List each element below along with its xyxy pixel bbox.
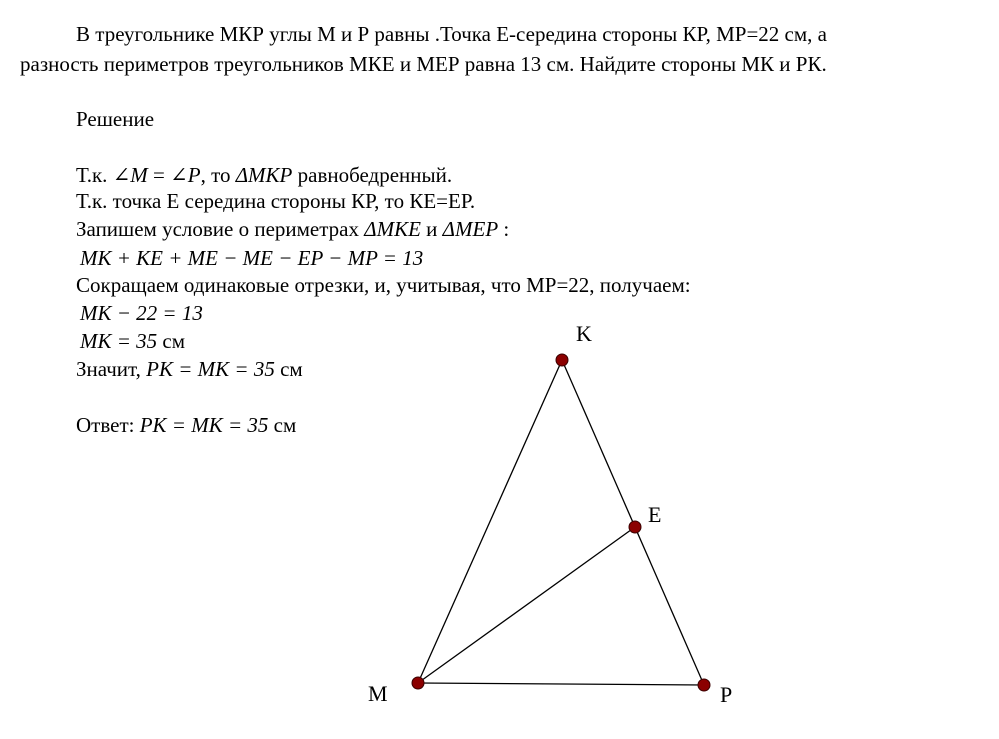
step1-mid: , то: [200, 163, 231, 187]
angle-m: ∠M: [112, 163, 148, 187]
angle-p: ∠P: [170, 163, 201, 187]
mk-result-unit: см: [162, 329, 186, 353]
problem-line-2: разность периметров треугольников МКЕ и МЕР равна 13 см. Найдите стороны МК и РК.: [20, 52, 827, 76]
simplified-equation: MK − 22 = 13: [80, 301, 203, 325]
conclusion-unit: см: [280, 357, 303, 381]
point-e: [629, 521, 641, 533]
solution-step-4: Сокращаем одинаковые отрезки, и, учитывая, что МР=22, получаем:: [76, 273, 691, 297]
answer-prefix: Ответ:: [76, 413, 135, 437]
solution-heading: Решение: [76, 107, 155, 131]
mk-result-expr: MK = 35: [80, 329, 158, 353]
side-km: [418, 360, 562, 683]
step3-suffix: :: [503, 217, 510, 241]
step3-and: и: [426, 217, 438, 241]
answer-expr: PK = MK = 35: [139, 413, 269, 437]
label-k: K: [576, 321, 592, 346]
problem-line-1: В треугольнике МКР углы М и Р равны .Точка Е-середина стороны КР, МР=22 см, а: [76, 22, 827, 46]
triangle-mkp: ΔMKP: [235, 163, 293, 187]
perimeter-equation: MK + KE + ME − ME − EP − MP = 13: [80, 246, 424, 270]
label-p: P: [720, 682, 733, 707]
label-e: E: [648, 502, 662, 527]
triangle-mke: ΔMKE: [364, 217, 421, 241]
answer-unit: см: [273, 413, 297, 437]
vertex-k-point: [556, 354, 568, 366]
step3-prefix: Запишем условие о периметрах: [76, 217, 360, 241]
vertex-m-point: [412, 677, 424, 689]
step1-prefix: Т.к.: [76, 163, 108, 187]
median-me: [418, 527, 635, 683]
side-mp: [418, 683, 704, 685]
conclusion-expr: PK = MK = 35: [146, 357, 275, 381]
vertex-p-point: [698, 679, 710, 691]
solution-step-2: Т.к. точка Е середина стороны КР, то КЕ=ЕР.: [76, 189, 476, 213]
step1-suffix: равнобедренный.: [297, 163, 453, 187]
equals-sign: =: [153, 163, 165, 187]
conclusion-prefix: Значит,: [76, 357, 141, 381]
label-m: M: [368, 681, 388, 706]
triangle-mep: ΔMEP: [442, 217, 499, 241]
